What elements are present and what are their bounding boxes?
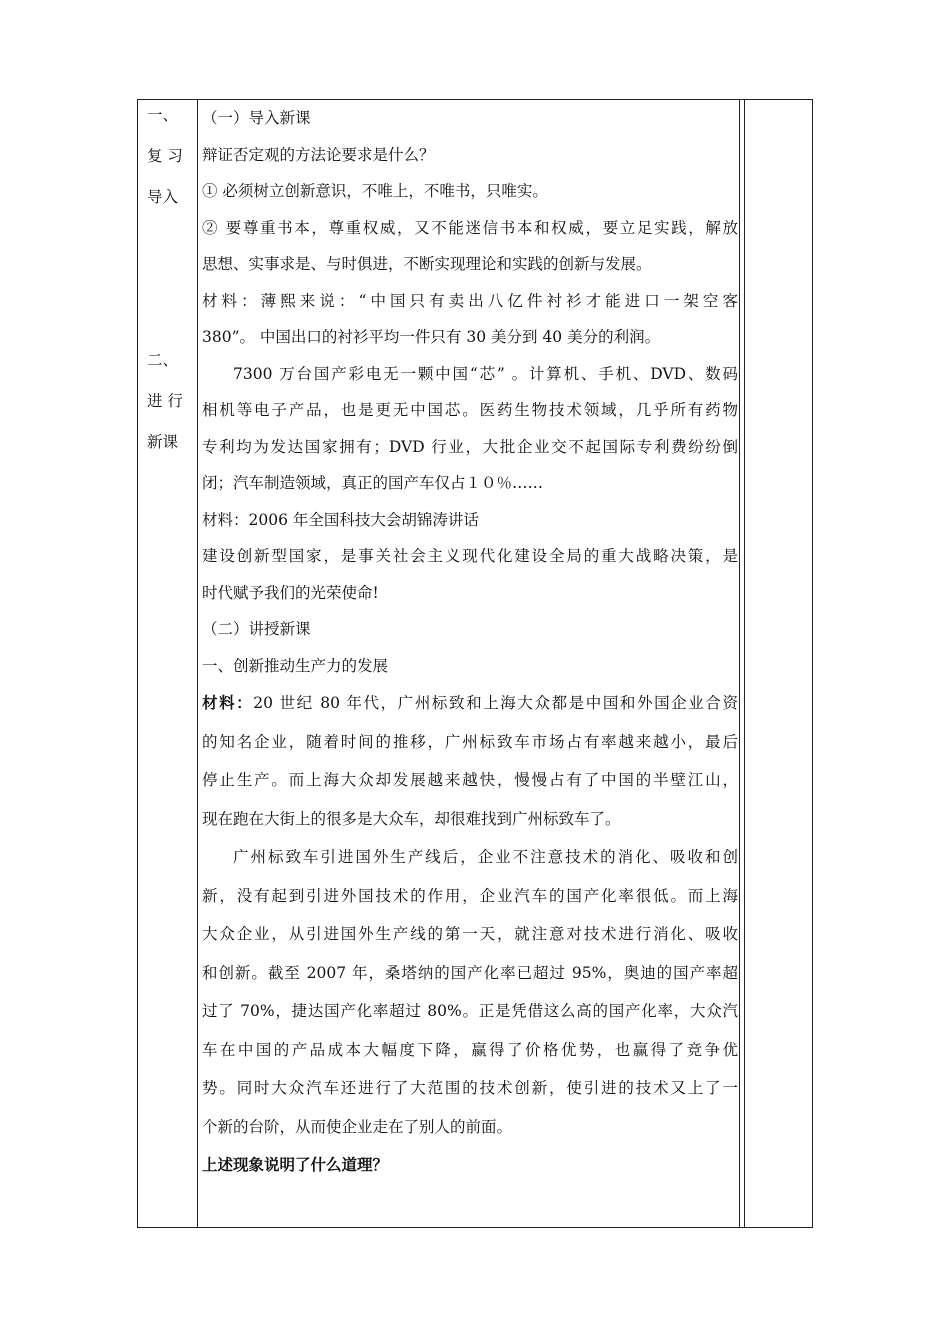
column-divider: [739, 100, 740, 1227]
chip-paragraph: 7300 万台国产彩电无一颗中国“芯” 。计算机、手机、DVD、数码: [233, 364, 738, 383]
section-label-review: 一、 复 习 导入: [147, 106, 183, 206]
chip-paragraph-cont: 专利均为发达国家拥有；DVD 行业，大批企业交不起国际专利费纷纷倒: [202, 437, 738, 456]
car-analysis-cont: 新，没有起到引进外国技术的作用，企业汽车的国产化率很低。而上海: [202, 886, 738, 905]
lecture-block: [202, 611, 738, 1185]
car-analysis-cont: 势。同时大众汽车还进行了大范围的技术创新，使引进的技术又上了一: [202, 1079, 738, 1097]
car-analysis-cont: 过了 70%，捷达国产化率超过 80%。正是凭借这么高的国产化率，大众汽: [202, 1002, 738, 1020]
material-speech-title: 材料：2006 年全国科技大会胡锦涛讲话: [202, 510, 479, 529]
lecture-heading: （二）讲授新课: [202, 620, 311, 638]
car-analysis-cont: 和创新。截至 2007 年，桑塔纳的国产化率已超过 95%，奥迪的国产率超: [202, 963, 738, 982]
intro-heading: （一）导入新课: [202, 109, 311, 127]
car-material-cont: 现在跑在大街上的很多是大众车，却很难找到广州标致车了。: [202, 809, 621, 828]
column-divider: [197, 100, 198, 1227]
intro-block: [202, 100, 738, 611]
car-analysis-paragraph: 广州标致车引进国外生产线后，企业不注意技术的消化、吸收和创: [233, 848, 738, 866]
column-divider: [744, 100, 745, 1227]
car-material-cont: 停止生产。而上海大众却发展越来越快，慢慢占有了中国的半壁江山，: [202, 771, 738, 789]
car-material-cont: 的知名企业，随着时间的推移，广州标致车市场占有率越来越小，最后: [202, 732, 738, 751]
car-material-paragraph: 材料：20 世纪 80 年代，广州标致和上海大众都是中国和外国企业合资: [202, 693, 738, 712]
section-label-new-lesson: 二、 进 行 新课: [147, 351, 183, 451]
speech-quote-cont: 时代赋予我们的光荣使命!: [202, 583, 379, 602]
material-shirts-cont: 380”。 中国出口的衬衫平均一件只有 30 美分到 40 美分的利润。: [202, 328, 661, 346]
material-label: 材料：: [202, 693, 254, 712]
method-point-2-cont: 思想、实事求是、与时俱进，不断实现理论和实践的创新与发展。: [202, 255, 652, 273]
car-analysis-cont: 车在中国的产品成本大幅度下降，赢得了价格优势，也赢得了竞争优: [202, 1040, 738, 1059]
discussion-question: 上述现象说明了什么道理？: [202, 1155, 389, 1174]
lecture-topic: 一、创新推动生产力的发展: [202, 656, 389, 675]
lesson-table: [137, 99, 813, 1228]
chip-paragraph-cont: 相机等电子产品，也是更无中国芯。医药生物技术领域，几乎所有药物: [202, 401, 738, 419]
lesson-content: [202, 100, 738, 1185]
car-analysis-cont: 个新的台阶，从而使企业走在了别人的前面。: [202, 1117, 513, 1136]
method-point-1: ① 必须树立创新意识，不唯上，不唯书，只唯实。: [202, 182, 548, 200]
car-analysis-cont: 大众企业，从引进国外生产线的第一天，就注意对技术进行消化、吸收: [202, 925, 738, 943]
review-question: 辩证否定观的方法论要求是什么？: [202, 145, 435, 164]
material-shirts: 材料：薄熙来说：“中国只有卖出八亿件衬衫才能进口一架空客: [202, 291, 738, 310]
chip-paragraph-cont: 闭；汽车制造领域，真正的国产车仅占１０％……: [202, 474, 544, 492]
method-point-2: ② 要尊重书本，尊重权威，又不能迷信书本和权威，要立足实践，解放: [202, 218, 738, 237]
speech-quote: 建设创新型国家，是事关社会主义现代化建设全局的重大战略决策，是: [202, 547, 738, 565]
